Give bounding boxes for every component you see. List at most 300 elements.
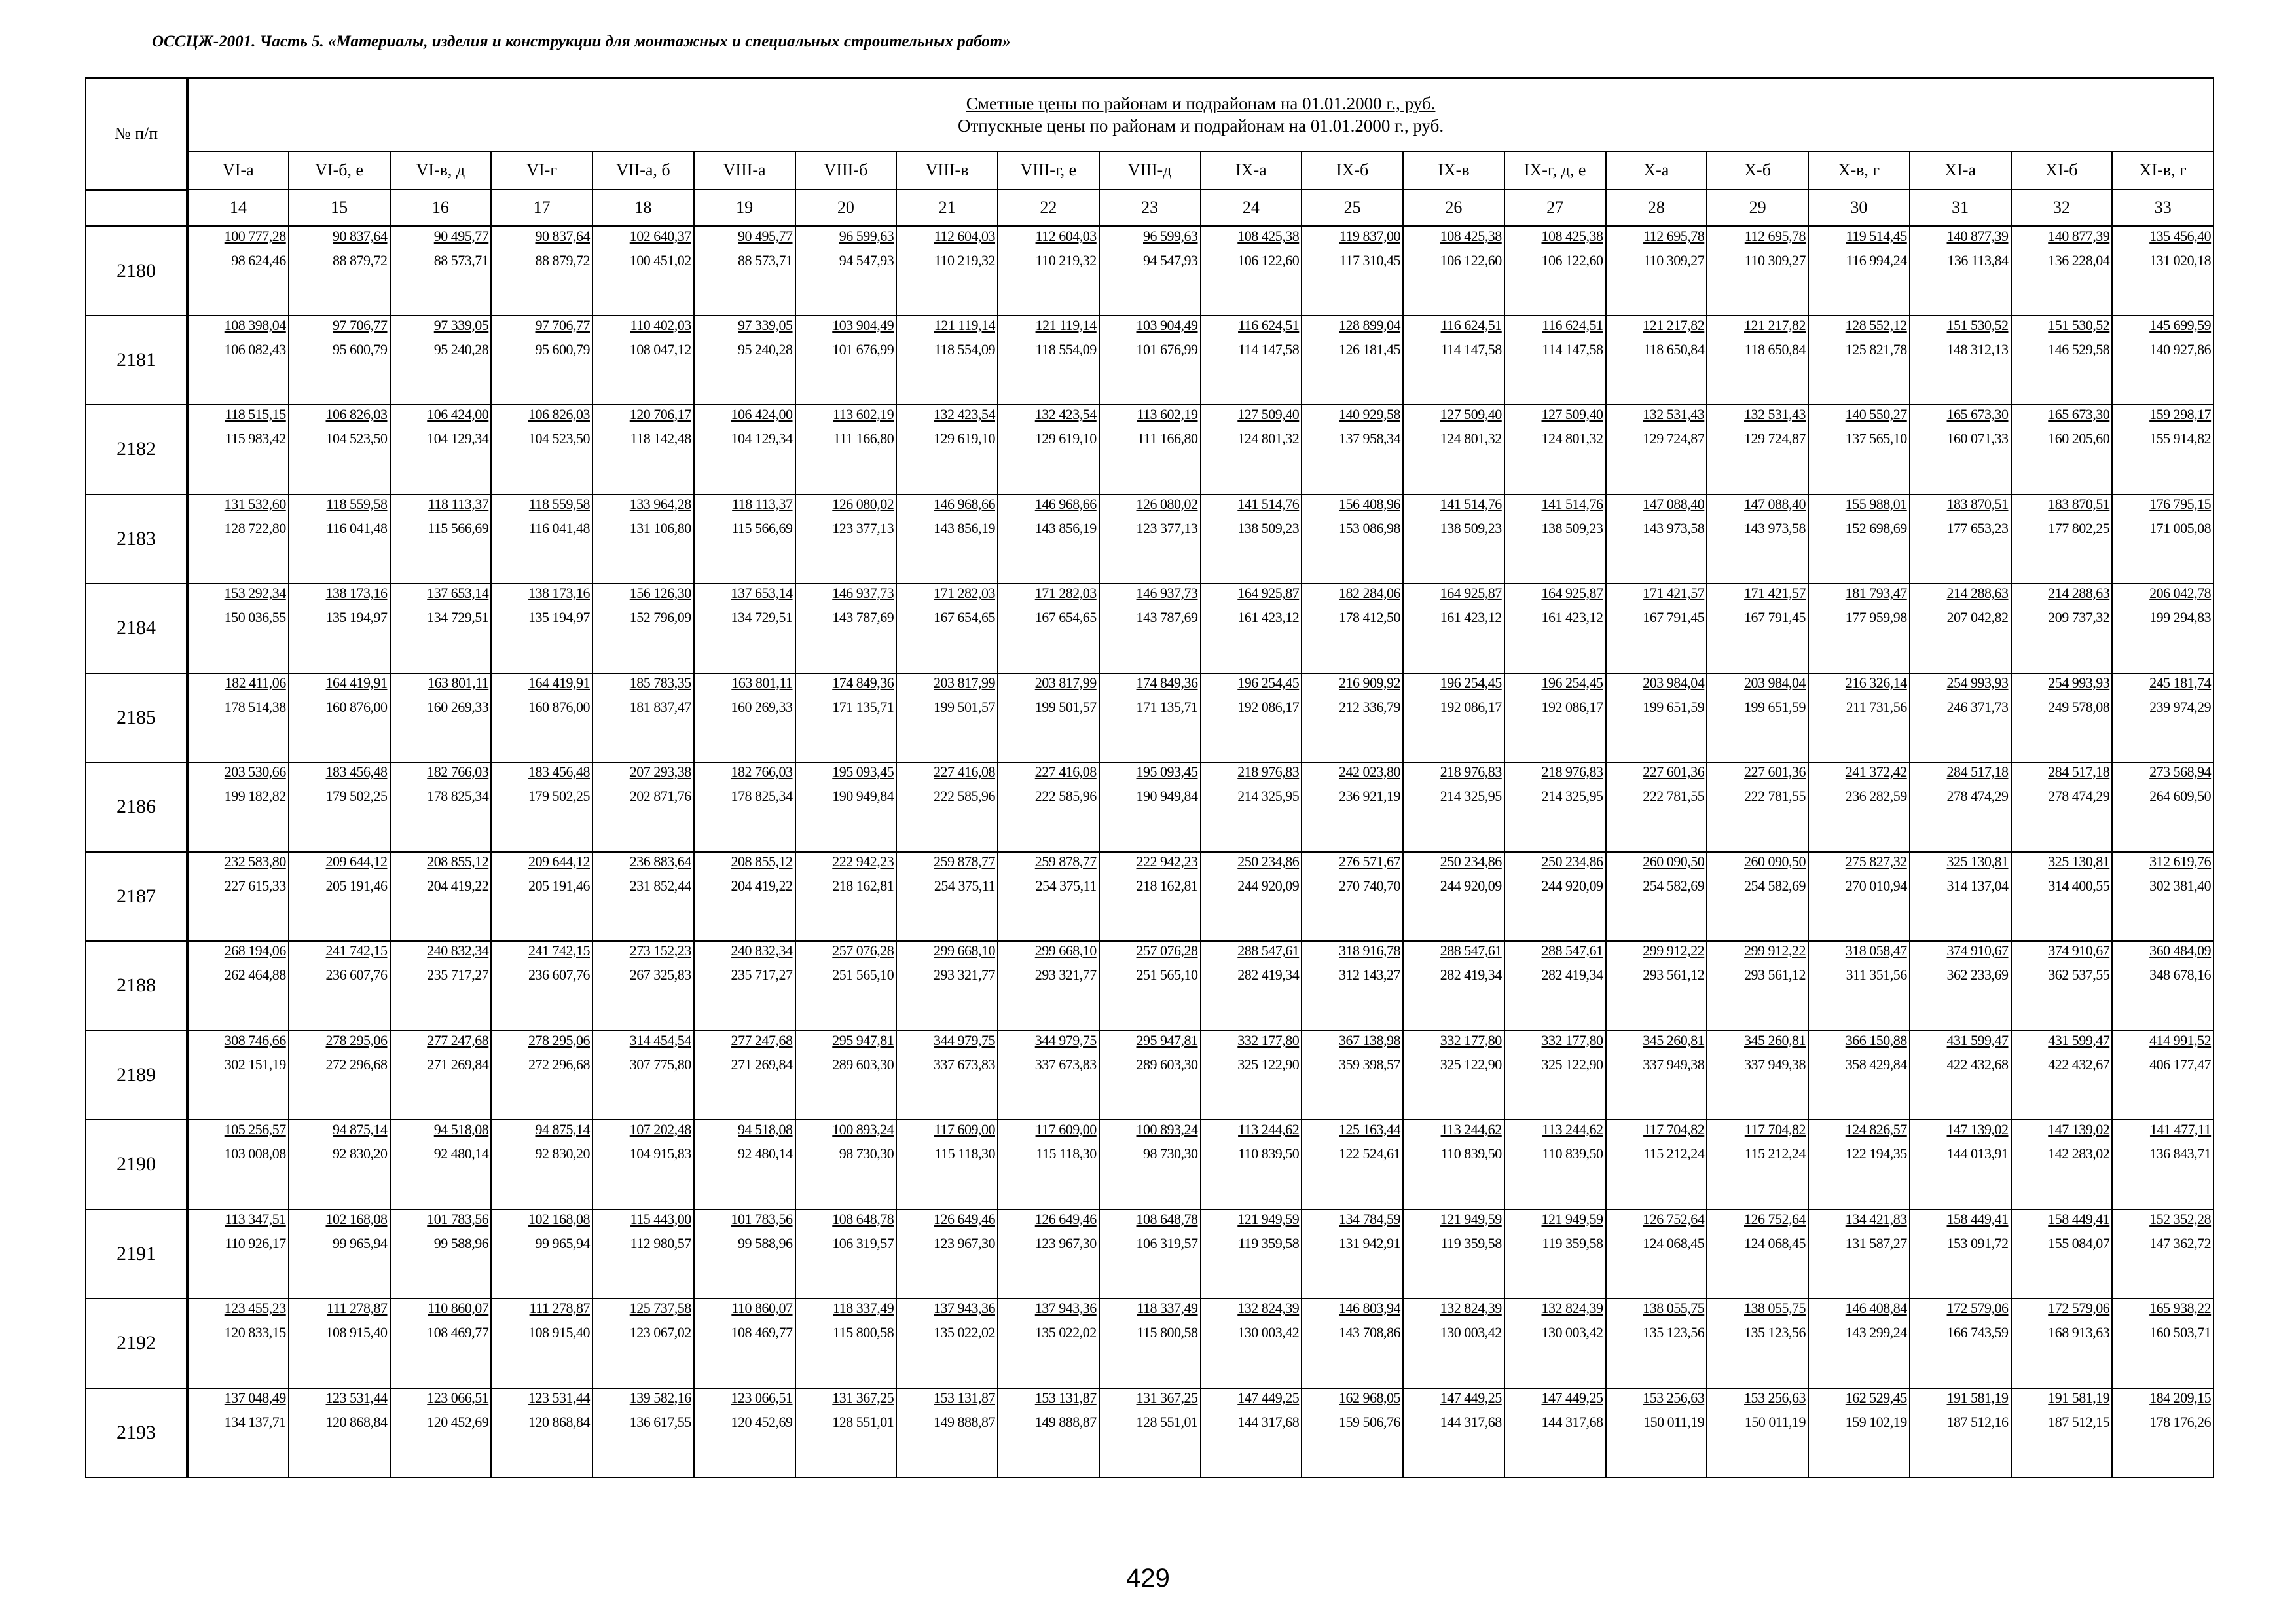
estimated-price: 345 260,81 <box>1744 1031 1806 1048</box>
price-cell <box>1302 1209 1403 1299</box>
price-cell <box>795 226 897 316</box>
table-row <box>86 405 2214 494</box>
price-cell <box>896 852 998 942</box>
estimated-price: 260 090,50 <box>1643 853 1705 870</box>
estimated-price: 123 531,44 <box>325 1389 388 1406</box>
estimated-price: 110 860,07 <box>731 1300 793 1316</box>
estimated-price: 123 531,44 <box>528 1389 590 1406</box>
estimated-price: 172 579,06 <box>2048 1300 2110 1316</box>
price-cell <box>1504 1388 1606 1478</box>
column-number-empty <box>86 189 187 226</box>
release-price: 118 650,84 <box>1744 341 1806 358</box>
estimated-price: 96 599,63 <box>839 228 894 244</box>
release-price: 130 003,42 <box>1237 1324 1300 1340</box>
price-cell <box>1302 316 1403 405</box>
release-price: 171 135,71 <box>1136 698 1198 715</box>
price-cell <box>289 316 390 405</box>
price-cell <box>1808 1031 1910 1120</box>
release-price: 123 967,30 <box>934 1234 995 1251</box>
release-price: 88 573,71 <box>738 252 793 268</box>
price-cell <box>1707 1209 1808 1299</box>
release-price: 143 973,58 <box>1643 519 1705 536</box>
estimated-price: 431 599,47 <box>2048 1031 2110 1048</box>
estimated-price: 191 581,19 <box>2048 1389 2110 1406</box>
price-cell <box>390 1209 492 1299</box>
price-cell <box>289 1388 390 1478</box>
release-price: 302 151,19 <box>224 1056 286 1073</box>
release-price: 115 212,24 <box>1643 1145 1705 1162</box>
release-price: 106 319,57 <box>832 1234 894 1251</box>
release-price: 166 743,59 <box>1946 1324 2009 1340</box>
row-number: 2185 <box>86 673 187 763</box>
release-price: 136 113,84 <box>1947 252 2009 268</box>
price-cell <box>2011 1120 2113 1209</box>
release-price: 149 888,87 <box>1034 1413 1097 1430</box>
estimated-price: 185 783,35 <box>629 674 691 691</box>
estimated-price: 119 837,00 <box>1339 228 1400 244</box>
table-row <box>86 1209 2214 1299</box>
price-cell <box>592 852 694 942</box>
price-cell <box>2011 1209 2113 1299</box>
estimated-price: 163 801,11 <box>428 674 489 691</box>
price-cell <box>998 852 1099 942</box>
estimated-price: 191 581,19 <box>1946 1389 2009 1406</box>
column-number: 29 <box>1707 189 1808 226</box>
price-cell <box>390 762 492 852</box>
release-price: 129 724,87 <box>1744 430 1806 447</box>
price-cell <box>187 1299 289 1388</box>
estimated-price: 146 803,94 <box>1339 1300 1400 1316</box>
estimated-price: 137 653,14 <box>731 585 793 601</box>
estimated-price: 97 339,05 <box>738 316 793 333</box>
estimated-price: 106 424,00 <box>427 406 489 422</box>
estimated-price: 288 547,61 <box>1541 942 1603 959</box>
release-price: 282 419,34 <box>1237 967 1300 983</box>
price-cell <box>1201 1209 1302 1299</box>
estimated-price: 360 484,09 <box>2149 942 2212 959</box>
estimated-price: 151 530,52 <box>1946 316 2009 333</box>
price-cell <box>1910 1388 2011 1478</box>
release-price: 98 730,30 <box>1143 1145 1198 1162</box>
estimated-price: 171 421,57 <box>1643 585 1705 601</box>
price-cell <box>390 1120 492 1209</box>
price-cell <box>1504 494 1606 584</box>
estimated-price: 147 088,40 <box>1744 495 1806 512</box>
release-price: 236 921,19 <box>1339 788 1400 804</box>
price-cell <box>491 1031 592 1120</box>
release-price: 190 949,84 <box>832 788 894 804</box>
price-cell <box>2112 494 2214 584</box>
release-price: 120 833,15 <box>224 1324 286 1340</box>
row-number: 2193 <box>86 1388 187 1478</box>
release-price: 128 551,01 <box>832 1413 894 1430</box>
price-cell <box>592 941 694 1031</box>
price-cell <box>491 673 592 763</box>
estimated-price: 140 550,27 <box>1845 406 1907 422</box>
release-price: 160 876,00 <box>325 698 388 715</box>
estimated-price: 344 979,75 <box>934 1031 995 1048</box>
estimated-price: 147 088,40 <box>1643 495 1705 512</box>
estimated-price: 140 929,58 <box>1339 406 1400 422</box>
release-price: 104 523,50 <box>325 430 388 447</box>
district-header: VIII-в <box>896 151 998 189</box>
release-price: 192 086,17 <box>1237 698 1300 715</box>
release-price: 136 228,04 <box>2048 252 2110 268</box>
estimated-price: 171 421,57 <box>1744 585 1806 601</box>
price-cell <box>998 941 1099 1031</box>
price-cell <box>795 762 897 852</box>
estimated-price: 126 752,64 <box>1643 1210 1705 1227</box>
estimated-price: 259 878,77 <box>1034 853 1097 870</box>
release-price: 187 512,15 <box>2048 1413 2110 1430</box>
estimated-price: 182 284,06 <box>1339 585 1400 601</box>
price-cell <box>1302 1031 1403 1120</box>
release-price: 144 317,68 <box>1440 1413 1502 1430</box>
release-price: 159 506,76 <box>1339 1413 1400 1430</box>
release-price: 211 731,56 <box>1846 698 1907 715</box>
price-cell <box>1403 405 1504 494</box>
release-price: 135 194,97 <box>528 609 590 625</box>
estimated-price: 299 912,22 <box>1744 942 1806 959</box>
release-price: 148 312,13 <box>1946 341 2009 358</box>
release-price: 337 673,83 <box>1034 1056 1097 1073</box>
estimated-price: 126 752,64 <box>1744 1210 1806 1227</box>
release-price: 88 573,71 <box>433 252 489 268</box>
estimated-price: 146 937,73 <box>832 585 894 601</box>
estimated-price: 183 456,48 <box>325 764 388 780</box>
row-number: 2190 <box>86 1120 187 1209</box>
estimated-price: 147 449,25 <box>1440 1389 1502 1406</box>
release-price: 293 561,12 <box>1643 967 1705 983</box>
price-cell <box>998 1031 1099 1120</box>
price-cell <box>1910 405 2011 494</box>
price-cell <box>795 494 897 584</box>
price-cell <box>592 405 694 494</box>
price-cell <box>896 1031 998 1120</box>
estimated-price: 141 514,76 <box>1541 495 1603 512</box>
estimated-price: 118 113,37 <box>428 495 489 512</box>
estimated-price: 100 777,28 <box>224 228 286 244</box>
release-price: 314 400,55 <box>2048 877 2110 894</box>
district-header: VI-г <box>491 151 592 189</box>
release-price: 118 554,09 <box>1035 341 1097 358</box>
price-cell <box>1099 762 1201 852</box>
release-price: 222 781,55 <box>1643 788 1705 804</box>
price-cell <box>1403 494 1504 584</box>
price-cell <box>289 226 390 316</box>
price-cell <box>390 852 492 942</box>
estimated-price: 203 530,66 <box>224 764 286 780</box>
price-cell <box>896 494 998 584</box>
estimated-price: 146 968,66 <box>934 495 995 512</box>
release-price: 95 600,79 <box>333 341 388 358</box>
price-cell <box>390 316 492 405</box>
price-cell <box>1707 494 1808 584</box>
estimated-price: 140 877,39 <box>1946 228 2009 244</box>
price-cell <box>491 1299 592 1388</box>
price-cell <box>896 226 998 316</box>
estimated-price: 218 976,83 <box>1541 764 1603 780</box>
column-number: 27 <box>1504 189 1606 226</box>
estimated-price: 120 706,17 <box>629 406 691 422</box>
release-price: 155 084,07 <box>2048 1234 2110 1251</box>
price-cell <box>1403 226 1504 316</box>
release-price: 106 122,60 <box>1440 252 1502 268</box>
price-cell <box>592 583 694 673</box>
release-price: 178 176,26 <box>2149 1413 2212 1430</box>
release-price: 171 005,08 <box>2149 519 2212 536</box>
price-cell <box>1403 1299 1504 1388</box>
column-number: 33 <box>2112 189 2214 226</box>
estimated-price: 254 993,93 <box>1946 674 2009 691</box>
column-number: 24 <box>1201 189 1302 226</box>
release-price: 178 825,34 <box>427 788 489 804</box>
price-cell <box>2112 226 2214 316</box>
price-cell <box>289 494 390 584</box>
price-cell <box>2112 316 2214 405</box>
release-price: 207 042,82 <box>1946 609 2009 625</box>
release-price: 120 868,84 <box>528 1413 590 1430</box>
release-price: 106 319,57 <box>1136 1234 1198 1251</box>
price-cell <box>896 673 998 763</box>
estimated-price: 132 824,39 <box>1237 1300 1300 1316</box>
release-price: 134 729,51 <box>427 609 489 625</box>
estimated-price: 126 649,46 <box>1034 1210 1097 1227</box>
price-cell <box>1403 762 1504 852</box>
price-cell <box>187 1209 289 1299</box>
estimated-price: 242 023,80 <box>1339 764 1400 780</box>
price-cell <box>1099 1031 1201 1120</box>
estimated-price: 273 568,94 <box>2149 764 2212 780</box>
price-cell <box>1707 852 1808 942</box>
price-cell <box>1808 226 1910 316</box>
estimated-price: 299 668,10 <box>1034 942 1097 959</box>
estimated-price: 103 904,49 <box>832 316 894 333</box>
price-cell <box>2112 1388 2214 1478</box>
price-cell <box>2011 226 2113 316</box>
release-price: 143 787,69 <box>1136 609 1198 625</box>
estimated-price: 164 925,87 <box>1237 585 1300 601</box>
release-price: 179 502,25 <box>528 788 590 804</box>
release-price: 115 800,58 <box>1137 1324 1198 1340</box>
release-price: 101 676,99 <box>832 341 894 358</box>
release-price: 362 233,69 <box>1946 967 2009 983</box>
release-price: 167 791,45 <box>1643 609 1705 625</box>
estimated-price: 121 119,14 <box>934 316 995 333</box>
estimated-price: 196 254,45 <box>1541 674 1603 691</box>
price-cell <box>1099 583 1201 673</box>
estimated-price: 295 947,81 <box>832 1031 894 1048</box>
estimated-price: 332 177,80 <box>1541 1031 1603 1048</box>
price-cell <box>2112 1209 2214 1299</box>
price-cell <box>1808 405 1910 494</box>
price-cell <box>1606 1120 1707 1209</box>
estimated-price: 241 742,15 <box>528 942 590 959</box>
estimated-price: 103 904,49 <box>1136 316 1198 333</box>
estimated-price: 146 408,84 <box>1845 1300 1907 1316</box>
estimated-price: 141 477,11 <box>2149 1121 2212 1137</box>
price-cell <box>896 583 998 673</box>
release-price: 222 585,96 <box>1034 788 1097 804</box>
estimated-price: 131 367,25 <box>832 1389 894 1406</box>
estimated-price: 132 531,43 <box>1643 406 1705 422</box>
price-cell <box>1302 226 1403 316</box>
estimated-price: 203 817,99 <box>1034 674 1097 691</box>
price-cell <box>1910 941 2011 1031</box>
release-price: 289 603,30 <box>832 1056 894 1073</box>
price-cell <box>795 405 897 494</box>
release-price: 199 501,57 <box>1034 698 1097 715</box>
price-table <box>85 77 2214 1478</box>
release-price: 271 269,84 <box>731 1056 793 1073</box>
estimated-price: 183 870,51 <box>2048 495 2110 512</box>
table-title-row <box>86 78 2214 151</box>
price-cell <box>998 762 1099 852</box>
release-price: 115 118,30 <box>1036 1145 1097 1162</box>
price-cell <box>187 1388 289 1478</box>
release-price: 122 194,35 <box>1845 1145 1907 1162</box>
column-number: 20 <box>795 189 897 226</box>
release-price: 205 191,46 <box>528 877 590 894</box>
price-cell <box>998 1209 1099 1299</box>
estimated-price: 90 495,77 <box>738 228 793 244</box>
estimated-price: 214 288,63 <box>1946 585 2009 601</box>
row-number: 2186 <box>86 762 187 852</box>
price-cell <box>998 583 1099 673</box>
release-price: 115 800,58 <box>833 1324 894 1340</box>
price-cell <box>896 1299 998 1388</box>
release-price: 337 673,83 <box>934 1056 995 1073</box>
price-cell <box>592 494 694 584</box>
estimated-price: 214 288,63 <box>2048 585 2110 601</box>
release-price: 150 036,55 <box>224 609 286 625</box>
price-cell <box>1808 494 1910 584</box>
release-price: 100 451,02 <box>629 252 691 268</box>
column-number: 30 <box>1808 189 1910 226</box>
release-price: 131 106,80 <box>629 519 691 536</box>
estimated-price: 117 609,00 <box>934 1121 995 1137</box>
estimated-price: 102 640,37 <box>629 228 691 244</box>
price-cell <box>896 762 998 852</box>
price-cell <box>1302 1299 1403 1388</box>
estimated-price: 206 042,78 <box>2149 585 2212 601</box>
release-price: 114 147,58 <box>1542 341 1603 358</box>
price-cell <box>998 405 1099 494</box>
release-price: 134 729,51 <box>731 609 793 625</box>
estimated-price: 325 130,81 <box>2048 853 2110 870</box>
estimated-price: 128 552,12 <box>1845 316 1907 333</box>
price-cell <box>1201 941 1302 1031</box>
release-price: 130 003,42 <box>1541 1324 1603 1340</box>
price-cell <box>1808 1209 1910 1299</box>
price-cell <box>1606 1388 1707 1478</box>
release-price: 337 949,38 <box>1643 1056 1705 1073</box>
price-cell <box>998 1388 1099 1478</box>
release-price: 137 565,10 <box>1845 430 1907 447</box>
release-price: 117 310,45 <box>1339 252 1400 268</box>
price-cell <box>491 762 592 852</box>
price-cell <box>187 316 289 405</box>
release-price: 129 619,10 <box>934 430 995 447</box>
district-header-row <box>86 151 2214 189</box>
release-price: 104 915,83 <box>629 1145 691 1162</box>
estimated-price: 116 624,51 <box>1542 316 1603 333</box>
estimated-price: 135 456,40 <box>2149 228 2212 244</box>
price-cell <box>1201 494 1302 584</box>
estimated-price: 277 247,68 <box>427 1031 489 1048</box>
column-number-row <box>86 189 2214 226</box>
price-cell <box>694 1388 795 1478</box>
estimated-price: 308 746,66 <box>224 1031 286 1048</box>
price-cell <box>1808 941 1910 1031</box>
estimated-price: 153 256,63 <box>1744 1389 1806 1406</box>
price-cell <box>390 226 492 316</box>
price-cell <box>1302 494 1403 584</box>
price-cell <box>694 673 795 763</box>
release-price: 143 973,58 <box>1744 519 1806 536</box>
release-price: 254 375,11 <box>934 877 995 894</box>
estimated-price: 106 826,03 <box>325 406 388 422</box>
estimated-price: 325 130,81 <box>1946 853 2009 870</box>
price-cell <box>592 1388 694 1478</box>
release-price: 235 717,27 <box>427 967 489 983</box>
estimated-price: 102 168,08 <box>528 1210 590 1227</box>
estimated-price: 147 449,25 <box>1237 1389 1300 1406</box>
release-price: 115 566,69 <box>428 519 489 536</box>
release-price: 270 010,94 <box>1845 877 1907 894</box>
price-cell <box>1099 1209 1201 1299</box>
release-price: 325 122,90 <box>1440 1056 1502 1073</box>
release-price: 134 137,71 <box>224 1413 286 1430</box>
estimated-price: 132 423,54 <box>1034 406 1097 422</box>
price-cell <box>1504 1031 1606 1120</box>
price-cell <box>1302 762 1403 852</box>
price-cell <box>694 494 795 584</box>
district-header: IX-а <box>1201 151 1302 189</box>
estimated-price: 101 783,56 <box>427 1210 489 1227</box>
estimated-price: 147 139,02 <box>1946 1121 2009 1137</box>
release-price: 108 915,40 <box>325 1324 388 1340</box>
release-price: 94 547,93 <box>1143 252 1198 268</box>
release-price: 177 959,98 <box>1845 609 1907 625</box>
release-price: 110 309,27 <box>1744 252 1806 268</box>
estimated-price: 203 984,04 <box>1744 674 1806 691</box>
price-cell <box>491 1209 592 1299</box>
price-cell <box>390 1299 492 1388</box>
estimated-price: 344 979,75 <box>1034 1031 1097 1048</box>
price-cell <box>1910 316 2011 405</box>
price-cell <box>1403 852 1504 942</box>
row-number: 2189 <box>86 1031 187 1120</box>
estimated-price: 106 826,03 <box>528 406 590 422</box>
release-price: 95 600,79 <box>535 341 590 358</box>
price-cell <box>2112 941 2214 1031</box>
estimated-price: 105 256,57 <box>224 1121 286 1137</box>
estimated-price: 118 559,58 <box>528 495 590 512</box>
release-price: 99 965,94 <box>333 1234 388 1251</box>
estimated-price: 137 943,36 <box>934 1300 995 1316</box>
release-price: 136 843,71 <box>2149 1145 2212 1162</box>
release-price: 119 359,58 <box>1238 1234 1300 1251</box>
row-number: 2192 <box>86 1299 187 1388</box>
running-header: ОССЦЖ-2001. Часть 5. «Материалы, изделия и конструкции для монтажных и специальных строительных работ» <box>152 33 1011 50</box>
estimated-price: 172 579,06 <box>1946 1300 2009 1316</box>
release-price: 108 469,77 <box>427 1324 489 1340</box>
price-cell <box>187 852 289 942</box>
column-number: 14 <box>187 189 289 226</box>
release-price: 293 561,12 <box>1744 967 1806 983</box>
price-cell <box>1504 1209 1606 1299</box>
